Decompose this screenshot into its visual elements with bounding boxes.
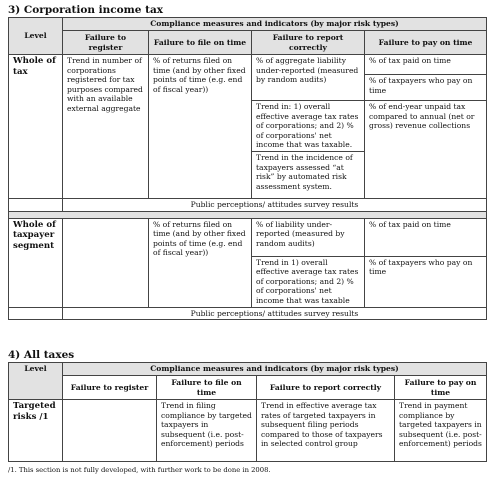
register-cell: Trend in number of corporations registered for tax purposes compared with an available external aggregate — [63, 55, 149, 199]
segment-pay-cell-1: % of tax paid on time — [365, 218, 487, 256]
report-cell-1: % of aggregate liability under-reported (measured by random audits) — [252, 55, 365, 101]
targeted-file-cell: Trend in filing compliance by targeted taxpayers in subsequent (i.e. post-enforcement) periods — [157, 400, 257, 462]
level-whole-of-segment: Whole of taxpayer segment — [9, 218, 63, 307]
public-perceptions-cell: Public perceptions/ attitudes survey results — [63, 198, 487, 211]
col-failure-to-register: Failure to register — [63, 31, 149, 55]
col4-failure-to-register: Failure to register — [63, 376, 157, 400]
footnote: /1. This section is not fully developed, with further work to be done in 2008. — [8, 466, 271, 474]
report-cell-3: Trend in the incidence of taxpayers assessed “at risk” by automated risk assessment system. — [252, 151, 365, 198]
segment-file-cell: % of returns filed on time (and by other fixed points of time (e.g. end of fiscal year)) — [149, 218, 252, 307]
section-4-title: 4) All taxes — [8, 349, 75, 361]
all-taxes-table — [8, 362, 487, 462]
col4-failure-to-file: Failure to file on time — [157, 376, 257, 400]
col-failure-to-file: Failure to file on time — [149, 31, 252, 55]
level-header: Level — [9, 18, 63, 55]
corporation-income-tax-table — [8, 17, 487, 320]
file-cell: % of returns filed on time (and by other fixed points of time (e.g. end of fiscal year)) — [149, 55, 252, 199]
pay-cell-3: % of end-year unpaid tax compared to annual (net or gross) revenue collections — [365, 101, 487, 199]
col4-failure-to-pay: Failure to pay on time — [395, 376, 487, 400]
targeted-register-cell — [63, 400, 157, 462]
col-failure-to-pay: Failure to pay on time — [365, 31, 487, 55]
col-failure-to-report: Failure to report correctly — [252, 31, 365, 55]
section-3-title: 3) Corporation income tax — [8, 4, 164, 16]
level-header-4: Level — [9, 363, 63, 400]
segment-report-cell-1: % of liability under-reported (measured by random audits) — [252, 218, 365, 256]
pay-cell-1: % of tax paid on time — [365, 55, 487, 75]
level-whole-of-tax: Whole of tax — [9, 55, 63, 199]
pay-cell-2: % of taxpayers who pay on time — [365, 75, 487, 101]
targeted-pay-cell: Trend in payment compliance by targeted taxpayers in subsequent (i.e. post-enforcement) periods — [395, 400, 487, 462]
segment-pay-cell-2: % of taxpayers who pay on time — [365, 256, 487, 307]
compliance-header-4: Compliance measures and indicators (by major risk types) — [63, 363, 487, 376]
level-targeted-risks: Targeted risks /1 — [9, 400, 63, 462]
targeted-report-cell: Trend in effective average tax rates of targeted taxpayers in subsequent filing periods compared to those of taxpayers in selected control group — [257, 400, 395, 462]
segment-public-perceptions-cell: Public perceptions/ attitudes survey results — [63, 307, 487, 320]
report-cell-2: Trend in: 1) overall effective average tax rates of corporations; and 2) % of corporations' net income that was taxable. — [252, 101, 365, 152]
col4-failure-to-report: Failure to report correctly — [257, 376, 395, 400]
segment-register-cell — [63, 218, 149, 307]
segment-report-cell-2: Trend in 1) overall effective average tax rates of corporations; and 2) % of corporations' net income that was taxable — [252, 256, 365, 307]
separator-row — [9, 211, 487, 218]
compliance-header: Compliance measures and indicators (by major risk types) — [63, 18, 487, 31]
